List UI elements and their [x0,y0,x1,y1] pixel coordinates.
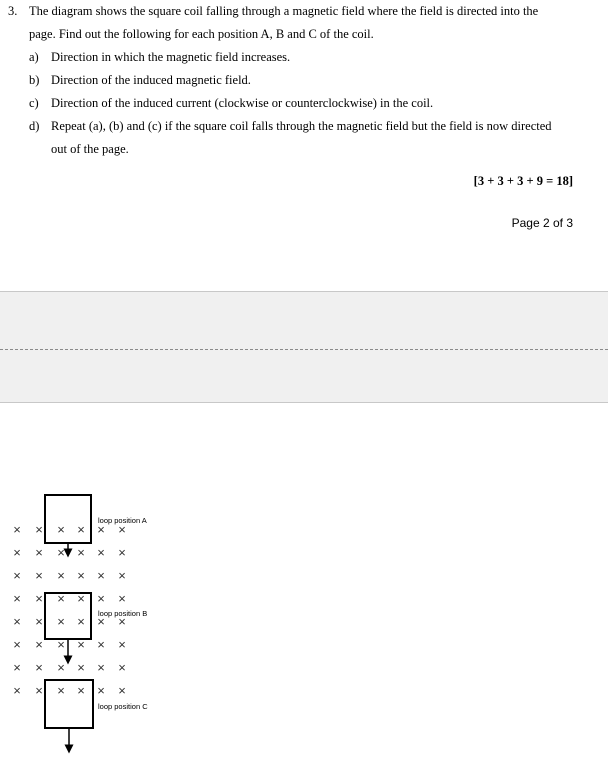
field-cross-mark: × [13,637,21,652]
field-cross-mark: × [35,568,43,583]
field-cross-mark: × [118,614,126,629]
field-cross-mark: × [35,683,43,698]
field-cross-mark: × [77,637,85,652]
field-cross-mark: × [77,545,85,560]
field-cross-mark: × [118,637,126,652]
field-cross-mark: × [97,683,105,698]
field-cross-mark: × [13,522,21,537]
part-b-text: Direction of the induced magnetic field. [51,73,251,87]
part-b-label: b) [29,73,40,87]
field-cross-mark: × [57,614,65,629]
field-cross-mark: × [57,568,65,583]
field-cross-mark: × [57,660,65,675]
field-cross-mark: × [97,522,105,537]
field-cross-mark: × [118,591,126,606]
part-c-label: c) [29,96,39,110]
field-cross-mark: × [57,522,65,537]
field-cross-mark: × [118,660,126,675]
field-cross-mark: × [77,568,85,583]
loop-label-a: loop position A [98,516,147,525]
field-cross-mark: × [13,683,21,698]
loop-position-c [45,680,93,728]
field-cross-mark: × [97,568,105,583]
field-cross-mark: × [77,683,85,698]
field-cross-mark: × [97,614,105,629]
page-break-line [0,349,608,350]
field-cross-mark: × [13,591,21,606]
field-cross-mark: × [13,568,21,583]
field-cross-mark: × [57,545,65,560]
part-d-label: d) [29,119,40,133]
field-cross-mark: × [13,614,21,629]
field-cross-mark: × [35,660,43,675]
field-cross-mark: × [77,614,85,629]
field-cross-mark: × [35,614,43,629]
field-cross-mark: × [118,545,126,560]
part-c-text: Direction of the induced current (clockwise or counterclockwise) in the coil. [51,96,434,110]
document-page-2 [0,0,608,292]
field-cross-mark: × [13,545,21,560]
question-text-line-1: The diagram shows the square coil falling through a magnetic field where the field is directed into the [29,4,539,18]
field-cross-mark: × [35,637,43,652]
field-cross-mark: × [13,660,21,675]
field-cross-mark: × [97,660,105,675]
magnetic-field-diagram [0,403,608,756]
field-cross-mark: × [97,591,105,606]
field-cross-mark: × [77,660,85,675]
part-d-text-line-2: out of the page. [51,142,129,156]
field-cross-mark: × [118,522,126,537]
marks-allocation: [3 + 3 + 3 + 9 = 18] [473,174,573,188]
field-cross-mark: × [35,545,43,560]
field-cross-mark: × [35,522,43,537]
field-cross-mark: × [118,568,126,583]
loop-label-b: loop position B [98,609,148,618]
field-cross-mark: × [57,683,65,698]
loop-label-c: loop position C [98,702,148,711]
question-number: 3. [8,4,18,18]
part-d-text: Repeat (a), (b) and (c) if the square coil falls through the magnetic field but the field is now directed [51,119,552,133]
field-cross-mark: × [77,522,85,537]
field-cross-mark: × [97,545,105,560]
document-page-3 [0,403,608,756]
field-cross-mark: × [97,637,105,652]
field-cross-mark: × [57,637,65,652]
question-text-line-2: page. Find out the following for each position A, B and C of the coil. [29,27,374,41]
field-cross-mark: × [35,591,43,606]
field-cross-mark: × [77,591,85,606]
part-a-label: a) [29,50,39,64]
page-number: Page 2 of 3 [511,216,573,230]
page-gap [0,291,608,403]
field-cross-mark: × [57,591,65,606]
field-cross-mark: × [118,683,126,698]
part-a-text: Direction in which the magnetic field increases. [51,50,291,64]
